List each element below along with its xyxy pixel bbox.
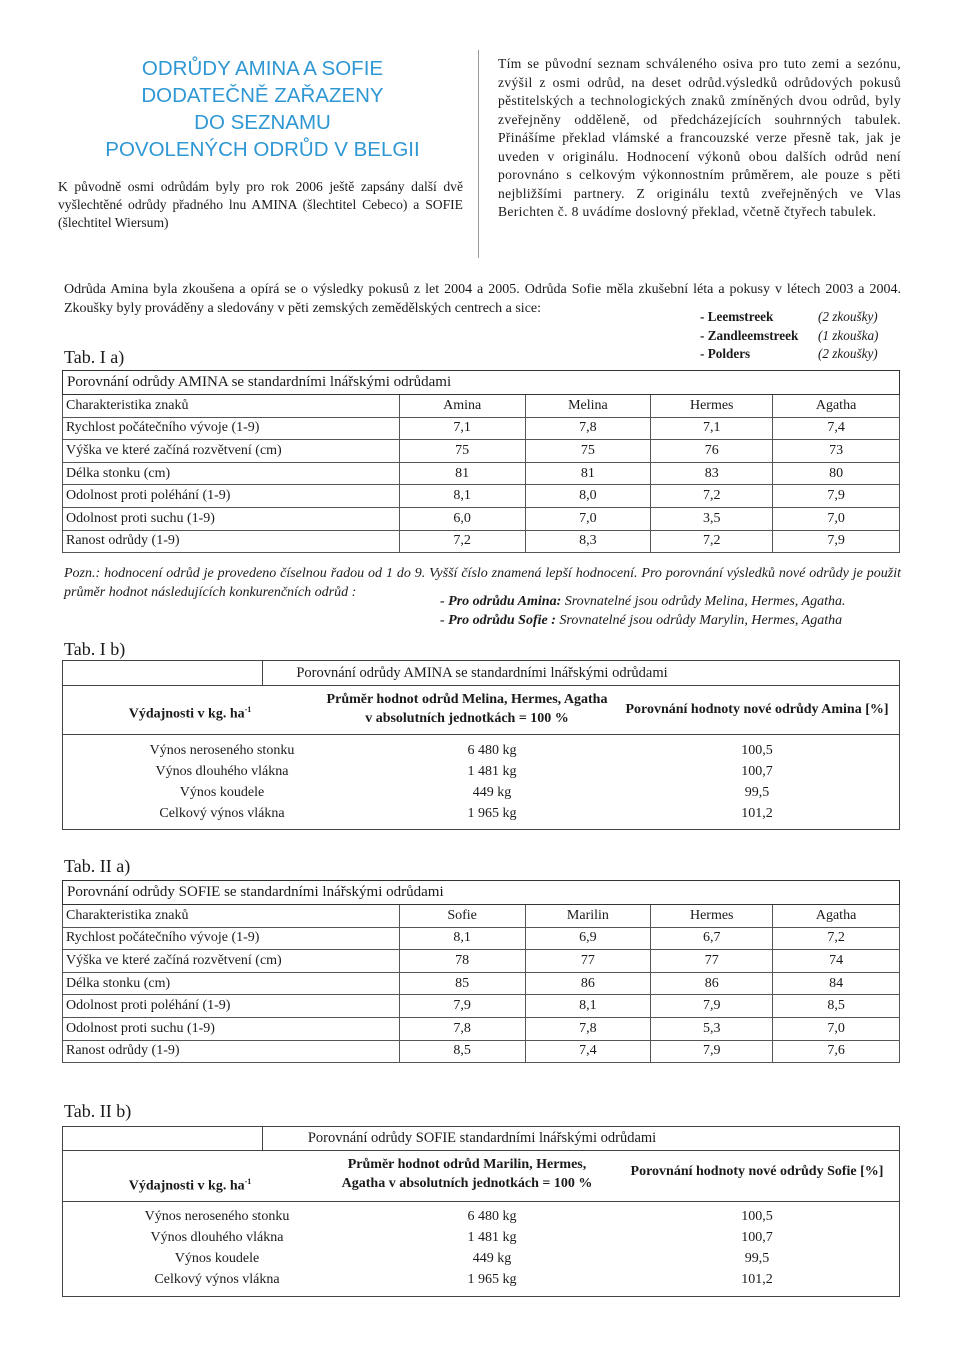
cell-value: 75 — [399, 440, 525, 463]
cell-value: 7,2 — [651, 485, 773, 508]
row-label: Odolnost proti poléhání (1-9) — [63, 485, 400, 508]
article-title — [70, 55, 455, 163]
header-cell: Hermes — [651, 395, 773, 418]
row-label: Rychlost počátečního vývoje (1-9) — [63, 927, 400, 950]
row-label: Výnos neroseného stonku — [144, 1209, 290, 1224]
cell-value: 5,3 — [651, 1017, 773, 1040]
table-header-row — [63, 905, 900, 928]
cell-value: 7,6 — [773, 1040, 900, 1063]
header-cell: Marilin — [525, 905, 651, 928]
cell-value: 101,2 — [741, 1272, 773, 1287]
cell-value: 75 — [525, 440, 651, 463]
row-label: Odolnost proti poléhání (1-9) — [63, 995, 400, 1018]
cell-value: 7,9 — [651, 1040, 773, 1063]
unit-superscript: -1 — [244, 1177, 252, 1186]
table-caption-row — [63, 371, 900, 395]
cell-value: 100,7 — [741, 1230, 773, 1245]
cell-value: 6,7 — [651, 927, 773, 950]
row-label: Odolnost proti suchu (1-9) — [63, 1017, 400, 1040]
cell-value: 7,0 — [773, 507, 900, 530]
row-label: Výnos dlouhého vlákna — [155, 764, 289, 779]
cell-value: 1 481 kg — [467, 1230, 517, 1245]
row-label: Výnos neroseného stonku — [149, 743, 295, 758]
cell-value: 6 480 kg — [467, 1209, 517, 1224]
region-name: - Polders — [700, 346, 751, 361]
table-row — [63, 530, 900, 553]
comparison-text: Srovnatelné jsou odrůdy Melina, Hermes, Agatha. — [564, 594, 846, 609]
table-rule — [62, 1150, 900, 1151]
column-header-text: Výdajnosti v kg. ha — [128, 1178, 245, 1194]
cell-value: 6,9 — [525, 927, 651, 950]
cell-value: 8,1 — [399, 485, 525, 508]
table-row — [62, 1227, 900, 1248]
article-body: Tím se původní seznam schváleného osiva pro tuto zemi a sezónu, zvýšil z osmi odrůd, na deset odrůd.výsledků odrůdových pokusů pěstitelských a technologických znaků zmíněných dvou odrůd, byly zveřejněny odděleně, od předcházejících souhrnných tabulek. Přinášíme překlad vlámské a francouzské verze přesně tak, jak je uveden v originálu. Hodnocení výkonů obou dalších odrůd není porovnáno s celkovým výkonnostním průměrem, ale pouze s pěti nejbližšími partnery. Z originálu textů zveřejněných ve Vlas Berichten č. 8 uvádíme doslovný překlad, včetně čtyřech tabulek. — [498, 56, 901, 219]
region-item — [700, 345, 900, 364]
article-lead: K původně osmi odrůdám byly pro rok 2006 ještě zapsány další dvě vyšlechtěné odrůdy přadného lnu AMINA (šlechtitel Cebeco) a SOFIE (šlechtitel Wiersum) — [58, 179, 463, 230]
cell-value: 8,5 — [773, 995, 900, 1018]
header-cell: Amina — [399, 395, 525, 418]
table-row — [63, 995, 900, 1018]
cell-value: 7,8 — [525, 417, 651, 440]
comparison-line — [440, 611, 842, 630]
table-rule — [62, 1201, 900, 1202]
column-header: Porovnání hodnoty nové odrůdy Amina [%] — [625, 702, 889, 717]
cell-value: 73 — [773, 440, 900, 463]
region-item — [700, 308, 900, 327]
cell-value: 99,5 — [744, 1251, 770, 1266]
row-label: Délka stonku (cm) — [63, 462, 400, 485]
cell-value: 6 480 kg — [467, 743, 517, 758]
cell-value: 7,2 — [399, 530, 525, 553]
row-label: Celkový výnos vlákna — [159, 806, 285, 821]
row-label: Výška ve které začíná rozvětvení (cm) — [63, 440, 400, 463]
title-line: DODATEČNĚ ZAŘAZENY — [141, 84, 384, 107]
cell-value: 78 — [399, 950, 525, 973]
cell-value: 100,5 — [741, 743, 773, 758]
table-caption: Porovnání odrůdy AMINA se standardními lnářskými odrůdami — [63, 371, 900, 395]
cell-value: 8,1 — [399, 927, 525, 950]
cell-value: 7,9 — [651, 995, 773, 1018]
cell-value: 7,1 — [399, 417, 525, 440]
row-label: Výnos dlouhého vlákna — [150, 1230, 284, 1245]
row-label: Ranost odrůdy (1-9) — [63, 530, 400, 553]
table-caption: Porovnání odrůdy SOFIE se standardními lnářskými odrůdami — [63, 881, 900, 905]
title-line: POVOLENÝCH ODRŮD V BELGII — [105, 138, 420, 161]
cell-value: 3,5 — [651, 507, 773, 530]
cell-value: 449 kg — [472, 785, 512, 800]
table-row — [63, 1017, 900, 1040]
table-rule — [62, 734, 900, 735]
cell-value: 1 965 kg — [467, 1272, 517, 1287]
cell-value: 1 481 kg — [467, 764, 517, 779]
header-cell: Melina — [525, 395, 651, 418]
cell-value: 7,9 — [773, 485, 900, 508]
table-row — [63, 440, 900, 463]
cell-value: 100,7 — [741, 764, 773, 779]
table-header-row — [63, 395, 900, 418]
column-header: Průměr hodnot odrůd Marilin, Hermes, Agatha v absolutních jednotkách = 100 % — [341, 1157, 593, 1191]
table-label: Tab. I a) — [64, 347, 125, 367]
table-row — [63, 972, 900, 995]
region-list — [700, 308, 900, 364]
table-caption: Porovnání odrůdy AMINA se standardními lnářskými odrůdami — [296, 665, 668, 681]
region-name: - Zandleemstreek — [700, 327, 799, 343]
table-note: Pozn.: hodnocení odrůd je provedeno číselnou řadou od 1 do 9. Vyšší číslo znamená lepší hodnocení. Pro porovnání výsledků nové odrůdy je použit průměr hodnot následujících konkurenčních odrůd : — [64, 566, 901, 600]
unit-superscript: -1 — [244, 705, 252, 714]
row-label: Výška ve které začíná rozvětvení (cm) — [63, 950, 400, 973]
table-row — [62, 1248, 900, 1269]
cell-value: 101,2 — [741, 806, 773, 821]
row-label: Odolnost proti suchu (1-9) — [63, 507, 400, 530]
cell-value: 8,1 — [525, 995, 651, 1018]
cell-value: 7,4 — [525, 1040, 651, 1063]
row-label: Výnos koudele — [179, 785, 265, 800]
table-row — [62, 740, 900, 761]
header-cell: Charakteristika znaků — [63, 905, 400, 928]
row-label: Celkový výnos vlákna — [154, 1272, 280, 1287]
cell-value: 449 kg — [472, 1251, 512, 1266]
cell-value: 7,4 — [773, 417, 900, 440]
title-line: ODRŮDY AMINA A SOFIE — [141, 57, 384, 80]
cell-value: 86 — [651, 972, 773, 995]
cell-value: 74 — [773, 950, 900, 973]
column-divider — [478, 50, 479, 258]
cell-value: 7,0 — [773, 1017, 900, 1040]
column-header: Porovnání hodnoty nové odrůdy Sofie [%] — [630, 1164, 884, 1179]
cell-value: 80 — [773, 462, 900, 485]
row-label: Rychlost počátečního vývoje (1-9) — [63, 417, 400, 440]
region-name: - Leemstreek — [700, 309, 774, 324]
cell-value: 81 — [525, 462, 651, 485]
table-label: Tab. I b) — [64, 639, 126, 659]
cell-value: 99,5 — [744, 785, 770, 800]
table-row — [63, 485, 900, 508]
cell-value: 85 — [399, 972, 525, 995]
cell-value: 7,2 — [773, 927, 900, 950]
table-row — [63, 417, 900, 440]
header-cell: Sofie — [399, 905, 525, 928]
table-row — [63, 950, 900, 973]
cell-value: 8,0 — [525, 485, 651, 508]
table-row — [62, 761, 900, 782]
table-row — [63, 462, 900, 485]
column-header — [80, 1172, 300, 1196]
cell-value: 7,8 — [399, 1017, 525, 1040]
table-caption: Porovnání odrůdy SOFIE standardními lnářskými odrůdami — [307, 1130, 657, 1146]
region-count: (1 zkouška) — [818, 327, 879, 343]
region-count: (2 zkoušky) — [818, 346, 878, 361]
region-item — [700, 327, 900, 346]
cell-value: 77 — [525, 950, 651, 973]
cell-value: 8,3 — [525, 530, 651, 553]
comparison-lead: - Pro odrůdu Amina: — [440, 594, 562, 609]
table-rule — [62, 685, 900, 686]
table-row — [63, 927, 900, 950]
cell-value: 84 — [773, 972, 900, 995]
region-count: (2 zkoušky) — [818, 309, 878, 324]
comparison-text: Srovnatelné jsou odrůdy Marylin, Hermes, Agatha — [559, 613, 843, 628]
table-label: Tab. II b) — [64, 1101, 132, 1121]
cell-value: 6,0 — [399, 507, 525, 530]
header-cell: Charakteristika znaků — [63, 395, 400, 418]
header-cell: Agatha — [773, 395, 900, 418]
table-row — [62, 782, 900, 803]
cell-value: 7,2 — [651, 530, 773, 553]
cell-value: 77 — [651, 950, 773, 973]
intro-paragraph: Odrůda Amina byla zkoušena a opírá se o výsledky pokusů z let 2004 a 2005. Odrůda Sofie měla zkušební léta a pokusy v létech 2003 a 2004. Zkoušky byly prováděny a sledovány v pěti zemských zemědělských centrech a sice: — [64, 282, 901, 316]
table-row — [62, 1206, 900, 1227]
column-header-text: Výdajnosti v kg. ha — [128, 706, 245, 722]
table-row — [62, 1269, 900, 1290]
cell-value: 8,5 — [399, 1040, 525, 1063]
comparison-lead: - Pro odrůdu Sofie : — [440, 613, 556, 628]
table-row — [62, 803, 900, 824]
header-cell: Agatha — [773, 905, 900, 928]
cell-value: 7,0 — [525, 507, 651, 530]
cell-value: 1 965 kg — [467, 806, 517, 821]
row-label: Výnos koudele — [174, 1251, 260, 1266]
cell-value: 7,9 — [773, 530, 900, 553]
cell-value: 76 — [651, 440, 773, 463]
table-row — [63, 507, 900, 530]
cell-value: 7,8 — [525, 1017, 651, 1040]
cell-value: 86 — [525, 972, 651, 995]
table-caption-row — [63, 881, 900, 905]
column-header: Průměr hodnot odrůd Melina, Hermes, Agatha v absolutních jednotkách = 100 % — [326, 692, 608, 726]
table-label: Tab. II a) — [64, 856, 131, 876]
cell-value: 81 — [399, 462, 525, 485]
row-label: Ranost odrůdy (1-9) — [63, 1040, 400, 1063]
cell-value: 7,1 — [651, 417, 773, 440]
comparison-line — [440, 592, 845, 611]
column-header — [80, 700, 300, 724]
table-row — [63, 1040, 900, 1063]
cell-value: 100,5 — [741, 1209, 773, 1224]
cell-value: 83 — [651, 462, 773, 485]
row-label: Délka stonku (cm) — [63, 972, 400, 995]
comparison-table-amina — [62, 370, 900, 553]
header-cell: Hermes — [651, 905, 773, 928]
cell-value: 7,9 — [399, 995, 525, 1018]
title-line: DO SEZNAMU — [194, 111, 331, 134]
comparison-table-sofie — [62, 880, 900, 1063]
